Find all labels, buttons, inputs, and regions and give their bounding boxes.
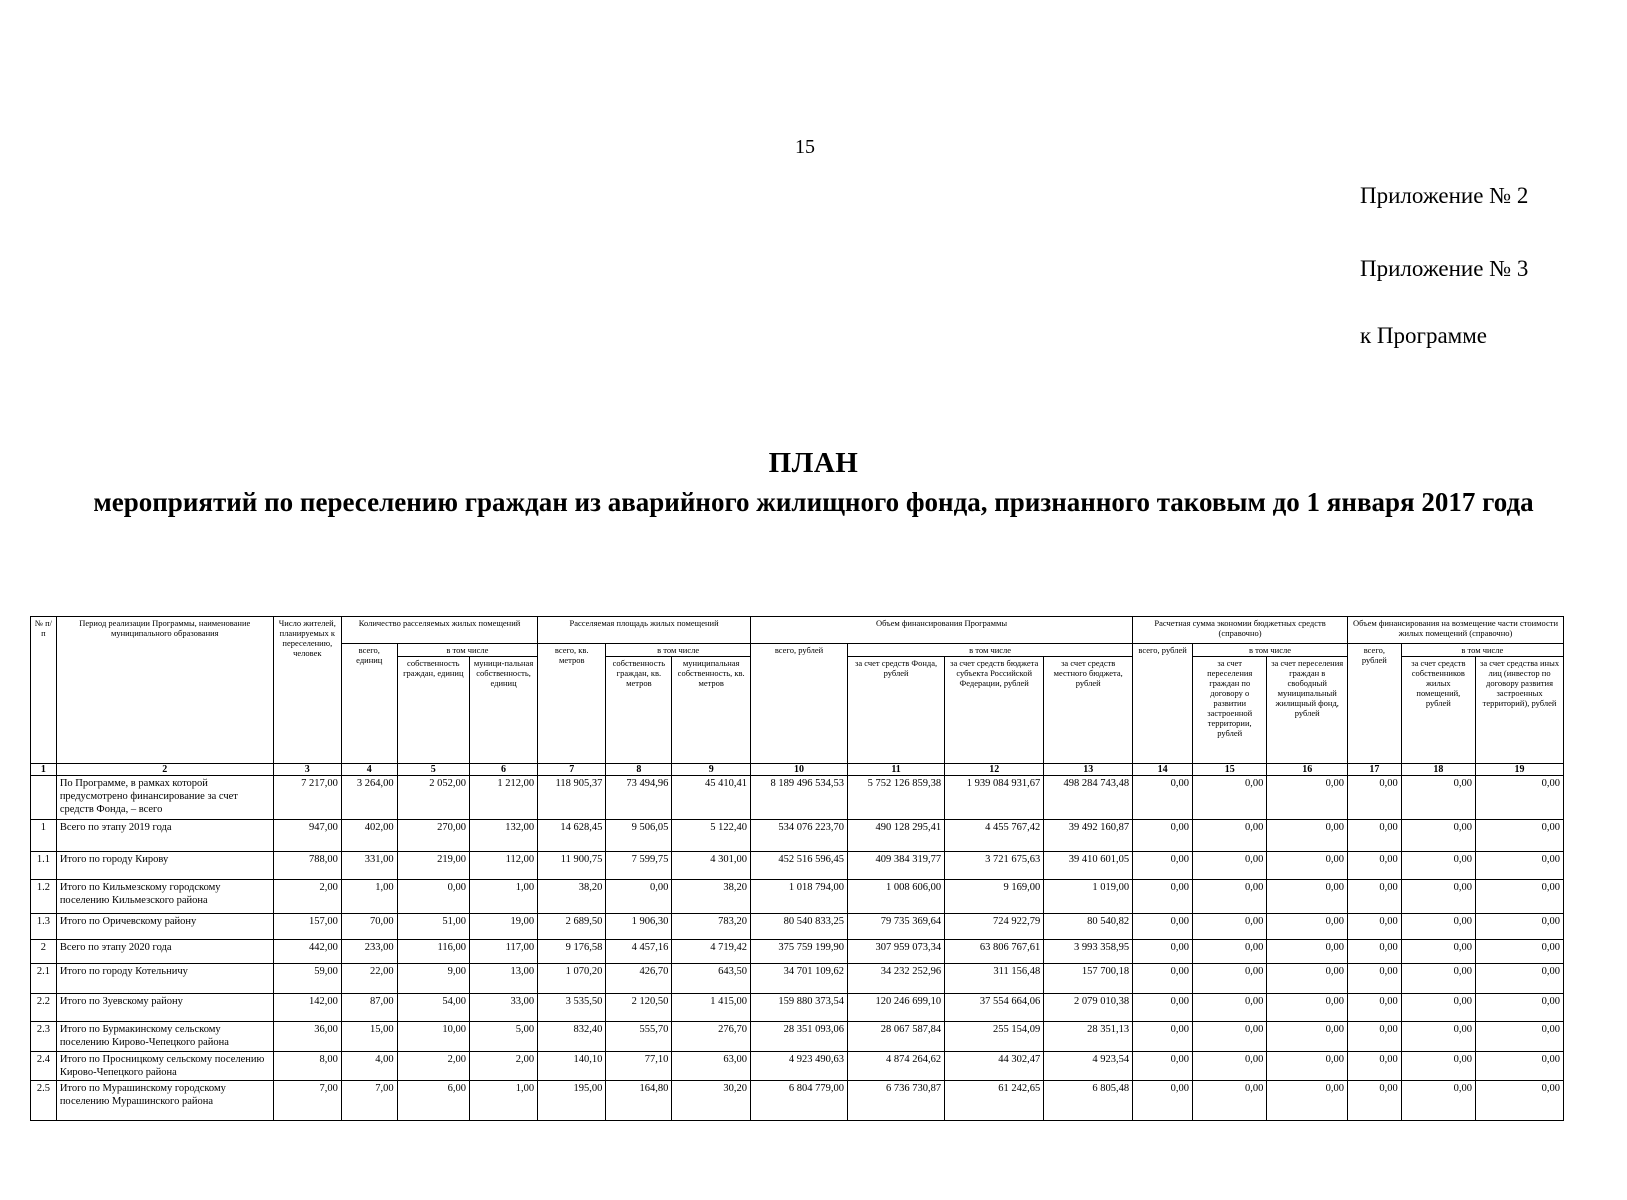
column-number: 17 xyxy=(1347,764,1401,776)
table-cell: 142,00 xyxy=(273,994,341,1022)
header-rooms-municipal: муници-пальная собственность, единиц xyxy=(469,657,537,764)
table-cell: 426,70 xyxy=(606,964,672,994)
row-index: 2.2 xyxy=(31,994,57,1022)
table-cell: 0,00 xyxy=(1193,820,1267,852)
table-cell: 22,00 xyxy=(341,964,397,994)
column-number: 15 xyxy=(1193,764,1267,776)
table-cell: 0,00 xyxy=(1267,880,1348,914)
table-cell: 120 246 699,10 xyxy=(848,994,945,1022)
table-cell: 3 264,00 xyxy=(341,776,397,820)
table-cell: 45 410,41 xyxy=(672,776,751,820)
header-compensation-group: Объем финансирования на возмещение части стоимости жилых помещений (справочно) xyxy=(1347,617,1563,644)
table-row xyxy=(31,820,1564,852)
table-cell: 1 008 606,00 xyxy=(848,880,945,914)
table-cell: 0,00 xyxy=(1267,820,1348,852)
table-cell: 80 540 833,25 xyxy=(750,914,847,940)
table-cell: 9 176,58 xyxy=(538,940,606,964)
table-cell: 0,00 xyxy=(1133,820,1193,852)
header-savings-contract: за счет переселения граждан по договору о развитии застроенной территории, рублей xyxy=(1193,657,1267,764)
table-cell: 0,00 xyxy=(1476,820,1564,852)
table-cell: 233,00 xyxy=(341,940,397,964)
table-cell: 832,40 xyxy=(538,1022,606,1052)
table-cell: 0,00 xyxy=(1267,940,1348,964)
table-cell: 157 700,18 xyxy=(1044,964,1133,994)
table-cell: 5 752 126 859,38 xyxy=(848,776,945,820)
table-cell: 276,70 xyxy=(672,1022,751,1052)
table-cell: 6 804 779,00 xyxy=(750,1081,847,1121)
table-cell: 0,00 xyxy=(1401,880,1475,914)
table-cell: 10,00 xyxy=(397,1022,469,1052)
table-cell: 14 628,45 xyxy=(538,820,606,852)
table-cell: 0,00 xyxy=(1267,852,1348,880)
plan-table xyxy=(30,616,1564,1121)
row-name: Итого по Зуевскому району xyxy=(56,994,273,1022)
table-cell: 39 492 160,87 xyxy=(1044,820,1133,852)
plan-table-body xyxy=(31,776,1564,1121)
table-cell: 7,00 xyxy=(273,1081,341,1121)
table-cell: 6 736 730,87 xyxy=(848,1081,945,1121)
header-finance-local: за счет средств местного бюджета, рублей xyxy=(1044,657,1133,764)
table-cell: 1,00 xyxy=(469,1081,537,1121)
header-area-in-number: в том числе xyxy=(606,644,751,657)
table-cell: 13,00 xyxy=(469,964,537,994)
row-name: Итого по городу Котельничу xyxy=(56,964,273,994)
table-cell: 219,00 xyxy=(397,852,469,880)
table-cell: 63,00 xyxy=(672,1052,751,1081)
column-number: 4 xyxy=(341,764,397,776)
table-cell: 5,00 xyxy=(469,1022,537,1052)
row-name: Всего по этапу 2020 года xyxy=(56,940,273,964)
table-cell: 116,00 xyxy=(397,940,469,964)
table-cell: 311 156,48 xyxy=(945,964,1044,994)
header-area-citizens: собственность граждан, кв. метров xyxy=(606,657,672,764)
table-cell: 37 554 664,06 xyxy=(945,994,1044,1022)
row-name: Итого по Оричевскому району xyxy=(56,914,273,940)
column-number: 12 xyxy=(945,764,1044,776)
table-cell: 0,00 xyxy=(1476,880,1564,914)
row-name: Итого по Мурашинскому городскому поселению Мурашинского района xyxy=(56,1081,273,1121)
table-cell: 270,00 xyxy=(397,820,469,852)
table-cell: 0,00 xyxy=(1193,852,1267,880)
table-cell: 7,00 xyxy=(341,1081,397,1121)
table-cell: 0,00 xyxy=(1193,1022,1267,1052)
table-cell: 0,00 xyxy=(606,880,672,914)
table-cell: 8,00 xyxy=(273,1052,341,1081)
table-cell: 0,00 xyxy=(1347,914,1401,940)
table-cell: 0,00 xyxy=(1401,914,1475,940)
table-cell: 9 169,00 xyxy=(945,880,1044,914)
table-cell: 4 923 490,63 xyxy=(750,1052,847,1081)
table-cell: 0,00 xyxy=(1193,994,1267,1022)
table-cell: 54,00 xyxy=(397,994,469,1022)
table-cell: 4 457,16 xyxy=(606,940,672,964)
table-cell: 0,00 xyxy=(1193,914,1267,940)
table-cell: 0,00 xyxy=(1401,776,1475,820)
row-name: Итого по Бурмакинскому сельскому поселению Кирово-Чепецкого района xyxy=(56,1022,273,1052)
table-cell: 70,00 xyxy=(341,914,397,940)
table-cell: 0,00 xyxy=(397,880,469,914)
table-cell: 3 993 358,95 xyxy=(1044,940,1133,964)
row-name: Итого по городу Кирову xyxy=(56,852,273,880)
header-compensation-total: всего, рублей xyxy=(1347,644,1401,764)
table-cell: 140,10 xyxy=(538,1052,606,1081)
column-number: 11 xyxy=(848,764,945,776)
column-number: 18 xyxy=(1401,764,1475,776)
table-cell: 1,00 xyxy=(341,880,397,914)
table-cell: 2 052,00 xyxy=(397,776,469,820)
table-cell: 132,00 xyxy=(469,820,537,852)
column-number: 9 xyxy=(672,764,751,776)
table-cell: 0,00 xyxy=(1476,1081,1564,1121)
table-row xyxy=(31,776,1564,820)
table-cell: 3 721 675,63 xyxy=(945,852,1044,880)
table-cell: 9 506,05 xyxy=(606,820,672,852)
table-cell: 0,00 xyxy=(1476,940,1564,964)
table-cell: 7 599,75 xyxy=(606,852,672,880)
table-cell: 783,20 xyxy=(672,914,751,940)
table-row xyxy=(31,852,1564,880)
header-rooms-citizens: собственность граждан, единиц xyxy=(397,657,469,764)
document-subtitle: мероприятий по переселению граждан из аварийного жилищного фонда, признанного таковым до 1 января 2017 года xyxy=(93,487,1534,517)
table-cell: 38,20 xyxy=(672,880,751,914)
page-number: 15 xyxy=(795,136,815,158)
table-row xyxy=(31,994,1564,1022)
header-rooms-total: всего, единиц xyxy=(341,644,397,764)
table-cell: 61 242,65 xyxy=(945,1081,1044,1121)
table-cell: 0,00 xyxy=(1133,880,1193,914)
table-cell: 51,00 xyxy=(397,914,469,940)
table-cell: 11 900,75 xyxy=(538,852,606,880)
table-cell: 0,00 xyxy=(1347,940,1401,964)
header-finance-total: всего, рублей xyxy=(750,644,847,764)
row-index: 2.5 xyxy=(31,1081,57,1121)
header-finance-group: Объем финансирования Программы xyxy=(750,617,1132,644)
table-cell: 0,00 xyxy=(1133,940,1193,964)
table-cell: 0,00 xyxy=(1476,1052,1564,1081)
row-index: 1 xyxy=(31,820,57,852)
table-cell: 159 880 373,54 xyxy=(750,994,847,1022)
table-row xyxy=(31,1081,1564,1121)
table-cell: 0,00 xyxy=(1347,852,1401,880)
table-cell: 8 189 496 534,53 xyxy=(750,776,847,820)
table-cell: 409 384 319,77 xyxy=(848,852,945,880)
header-finance-fund: за счет средств Фонда, рублей xyxy=(848,657,945,764)
table-cell: 0,00 xyxy=(1133,1081,1193,1121)
header-area-municipal: муниципальная собственность, кв. метров xyxy=(672,657,751,764)
header-area-total: всего, кв. метров xyxy=(538,644,606,764)
table-cell: 402,00 xyxy=(341,820,397,852)
table-row xyxy=(31,1052,1564,1081)
table-cell: 4 923,54 xyxy=(1044,1052,1133,1081)
table-cell: 0,00 xyxy=(1267,994,1348,1022)
row-index: 2 xyxy=(31,940,57,964)
table-cell: 788,00 xyxy=(273,852,341,880)
table-cell: 44 302,47 xyxy=(945,1052,1044,1081)
row-name: Всего по этапу 2019 года xyxy=(56,820,273,852)
row-index: 2.3 xyxy=(31,1022,57,1052)
table-cell: 643,50 xyxy=(672,964,751,994)
column-number: 6 xyxy=(469,764,537,776)
column-number: 7 xyxy=(538,764,606,776)
table-cell: 0,00 xyxy=(1347,964,1401,994)
table-cell: 0,00 xyxy=(1401,994,1475,1022)
header-savings-total: всего, рублей xyxy=(1133,644,1193,764)
table-row xyxy=(31,880,1564,914)
appendix-2-label: Приложение № 2 xyxy=(1360,183,1529,208)
column-number: 1 xyxy=(31,764,57,776)
table-cell: 490 128 295,41 xyxy=(848,820,945,852)
table-cell: 117,00 xyxy=(469,940,537,964)
column-number: 3 xyxy=(273,764,341,776)
table-cell: 0,00 xyxy=(1133,776,1193,820)
table-cell: 38,20 xyxy=(538,880,606,914)
table-cell: 77,10 xyxy=(606,1052,672,1081)
table-cell: 0,00 xyxy=(1193,964,1267,994)
header-rooms-group: Количество расселяемых жилых помещений xyxy=(341,617,537,644)
table-cell: 5 122,40 xyxy=(672,820,751,852)
table-cell: 164,80 xyxy=(606,1081,672,1121)
table-cell: 19,00 xyxy=(469,914,537,940)
table-cell: 0,00 xyxy=(1133,964,1193,994)
table-row xyxy=(31,940,1564,964)
row-index: 1.1 xyxy=(31,852,57,880)
table-cell: 0,00 xyxy=(1193,1052,1267,1081)
row-index: 1.2 xyxy=(31,880,57,914)
table-cell: 2,00 xyxy=(397,1052,469,1081)
table-cell: 0,00 xyxy=(1133,852,1193,880)
table-cell: 30,20 xyxy=(672,1081,751,1121)
column-number: 14 xyxy=(1133,764,1193,776)
table-cell: 87,00 xyxy=(341,994,397,1022)
table-cell: 0,00 xyxy=(1401,852,1475,880)
row-index: 2.4 xyxy=(31,1052,57,1081)
column-number: 8 xyxy=(606,764,672,776)
table-cell: 4,00 xyxy=(341,1052,397,1081)
table-cell: 1 019,00 xyxy=(1044,880,1133,914)
table-cell: 0,00 xyxy=(1133,1052,1193,1081)
table-cell: 118 905,37 xyxy=(538,776,606,820)
table-cell: 0,00 xyxy=(1401,1022,1475,1052)
table-cell: 0,00 xyxy=(1193,880,1267,914)
appendix-program-label: к Программе xyxy=(1360,323,1487,348)
table-cell: 442,00 xyxy=(273,940,341,964)
table-cell: 28 351,13 xyxy=(1044,1022,1133,1052)
table-cell: 79 735 369,64 xyxy=(848,914,945,940)
column-number: 2 xyxy=(56,764,273,776)
table-cell: 0,00 xyxy=(1347,1081,1401,1121)
table-cell: 1 212,00 xyxy=(469,776,537,820)
table-cell: 6 805,48 xyxy=(1044,1081,1133,1121)
table-cell: 0,00 xyxy=(1476,994,1564,1022)
table-row xyxy=(31,1022,1564,1052)
table-cell: 2 689,50 xyxy=(538,914,606,940)
table-cell: 0,00 xyxy=(1347,820,1401,852)
row-index: 2.1 xyxy=(31,964,57,994)
table-cell: 2,00 xyxy=(273,880,341,914)
table-cell: 33,00 xyxy=(469,994,537,1022)
row-index xyxy=(31,776,57,820)
table-cell: 0,00 xyxy=(1476,852,1564,880)
column-number: 13 xyxy=(1044,764,1133,776)
table-cell: 195,00 xyxy=(538,1081,606,1121)
header-compensation-other: за счет средства иных лиц (инвестор по договору развития застроенных территорий), рублей xyxy=(1476,657,1564,764)
table-cell: 39 410 601,05 xyxy=(1044,852,1133,880)
header-savings-free-fund: за счет переселения граждан в свободный муниципальный жилищный фонд, рублей xyxy=(1267,657,1348,764)
table-cell: 0,00 xyxy=(1476,1022,1564,1052)
table-cell: 0,00 xyxy=(1401,1052,1475,1081)
header-area-group: Расселяемая площадь жилых помещений xyxy=(538,617,751,644)
table-cell: 28 351 093,06 xyxy=(750,1022,847,1052)
header-finance-in-number: в том числе xyxy=(848,644,1133,657)
table-cell: 3 535,50 xyxy=(538,994,606,1022)
table-cell: 0,00 xyxy=(1347,880,1401,914)
table-cell: 1 906,30 xyxy=(606,914,672,940)
row-name: По Программе, в рамках которой предусмотрено финансирование за счет средств Фонда, – всего xyxy=(56,776,273,820)
column-number: 19 xyxy=(1476,764,1564,776)
table-cell: 0,00 xyxy=(1401,820,1475,852)
header-period: Период реализации Программы, наименование муниципального образования xyxy=(56,617,273,764)
table-cell: 331,00 xyxy=(341,852,397,880)
table-cell: 0,00 xyxy=(1193,1081,1267,1121)
table-cell: 80 540,82 xyxy=(1044,914,1133,940)
column-number: 10 xyxy=(750,764,847,776)
table-cell: 0,00 xyxy=(1267,964,1348,994)
table-cell: 2,00 xyxy=(469,1052,537,1081)
table-cell: 1 070,20 xyxy=(538,964,606,994)
table-cell: 34 232 252,96 xyxy=(848,964,945,994)
table-cell: 28 067 587,84 xyxy=(848,1022,945,1052)
table-cell: 0,00 xyxy=(1347,1052,1401,1081)
table-cell: 1 415,00 xyxy=(672,994,751,1022)
table-cell: 1 018 794,00 xyxy=(750,880,847,914)
table-cell: 0,00 xyxy=(1133,914,1193,940)
table-cell: 0,00 xyxy=(1401,1081,1475,1121)
table-cell: 0,00 xyxy=(1347,1022,1401,1052)
table-cell: 1,00 xyxy=(469,880,537,914)
table-cell: 1 939 084 931,67 xyxy=(945,776,1044,820)
column-numbers-row xyxy=(31,764,1564,776)
table-cell: 255 154,09 xyxy=(945,1022,1044,1052)
table-cell: 0,00 xyxy=(1476,914,1564,940)
table-cell: 307 959 073,34 xyxy=(848,940,945,964)
table-cell: 375 759 199,90 xyxy=(750,940,847,964)
header-compensation-owners: за счет средств собственников жилых помещений, рублей xyxy=(1401,657,1475,764)
table-cell: 0,00 xyxy=(1267,1081,1348,1121)
table-cell: 2 079 010,38 xyxy=(1044,994,1133,1022)
table-cell: 0,00 xyxy=(1347,994,1401,1022)
table-cell: 73 494,96 xyxy=(606,776,672,820)
table-cell: 157,00 xyxy=(273,914,341,940)
header-compensation-in-number: в том числе xyxy=(1401,644,1563,657)
table-cell: 112,00 xyxy=(469,852,537,880)
table-cell: 0,00 xyxy=(1401,964,1475,994)
table-cell: 0,00 xyxy=(1476,964,1564,994)
table-cell: 0,00 xyxy=(1267,776,1348,820)
header-finance-subject: за счет средств бюджета субъекта Российской Федерации, рублей xyxy=(945,657,1044,764)
table-cell: 63 806 767,61 xyxy=(945,940,1044,964)
table-cell: 34 701 109,62 xyxy=(750,964,847,994)
header-residents: Число жителей, планируемых к переселению, человек xyxy=(273,617,341,764)
table-cell: 4 719,42 xyxy=(672,940,751,964)
header-savings-in-number: в том числе xyxy=(1193,644,1348,657)
table-cell: 724 922,79 xyxy=(945,914,1044,940)
table-cell: 36,00 xyxy=(273,1022,341,1052)
table-cell: 0,00 xyxy=(1133,994,1193,1022)
column-number: 16 xyxy=(1267,764,1348,776)
table-cell: 555,70 xyxy=(606,1022,672,1052)
table-cell: 4 455 767,42 xyxy=(945,820,1044,852)
table-cell: 0,00 xyxy=(1193,776,1267,820)
table-cell: 0,00 xyxy=(1267,1022,1348,1052)
row-index: 1.3 xyxy=(31,914,57,940)
table-cell: 0,00 xyxy=(1267,914,1348,940)
table-cell: 0,00 xyxy=(1347,776,1401,820)
table-cell: 452 516 596,45 xyxy=(750,852,847,880)
table-cell: 7 217,00 xyxy=(273,776,341,820)
appendix-3-label: Приложение № 3 xyxy=(1360,256,1529,281)
table-cell: 4 301,00 xyxy=(672,852,751,880)
table-cell: 534 076 223,70 xyxy=(750,820,847,852)
row-name: Итого по Кильмезскому городскому поселению Кильмезского района xyxy=(56,880,273,914)
document-title: ПЛАН xyxy=(768,447,859,479)
table-cell: 0,00 xyxy=(1476,776,1564,820)
table-cell: 0,00 xyxy=(1193,940,1267,964)
row-name: Итого по Просницкому сельскому поселению Кирово-Чепецкого района xyxy=(56,1052,273,1081)
header-savings-group: Расчетная сумма экономии бюджетных средств (справочно) xyxy=(1133,617,1348,644)
table-cell: 59,00 xyxy=(273,964,341,994)
table-cell: 498 284 743,48 xyxy=(1044,776,1133,820)
table-cell: 4 874 264,62 xyxy=(848,1052,945,1081)
table-row xyxy=(31,964,1564,994)
table-cell: 6,00 xyxy=(397,1081,469,1121)
column-number: 5 xyxy=(397,764,469,776)
table-cell: 0,00 xyxy=(1401,940,1475,964)
table-cell: 15,00 xyxy=(341,1022,397,1052)
table-cell: 0,00 xyxy=(1133,1022,1193,1052)
header-rooms-in-number: в том числе xyxy=(397,644,538,657)
table-cell: 947,00 xyxy=(273,820,341,852)
header-no: № п/п xyxy=(31,617,57,764)
table-cell: 2 120,50 xyxy=(606,994,672,1022)
table-row xyxy=(31,914,1564,940)
table-cell: 9,00 xyxy=(397,964,469,994)
table-cell: 0,00 xyxy=(1267,1052,1348,1081)
